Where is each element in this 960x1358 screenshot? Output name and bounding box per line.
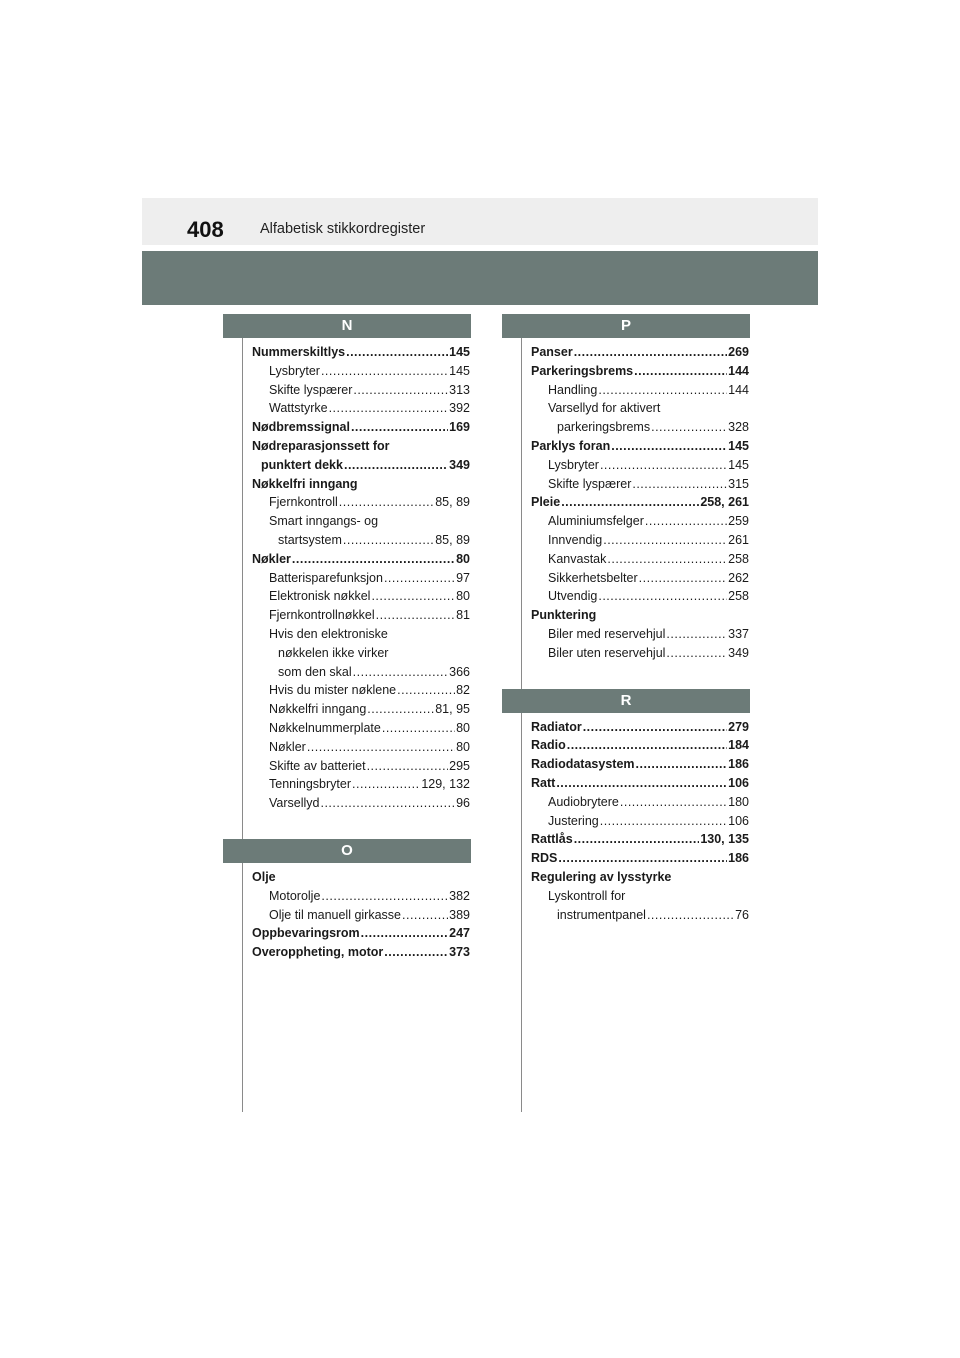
dot-leader: [321, 887, 448, 906]
index-entry: [252, 569, 470, 588]
entry-page-reference: 389: [449, 907, 470, 922]
right-column-rule: [521, 337, 522, 1112]
dot-leader: [329, 399, 449, 418]
index-entry: [531, 587, 749, 606]
index-entry: [531, 625, 749, 644]
entry-page-reference: 144: [728, 382, 749, 397]
index-section-p: [531, 314, 782, 663]
entry-term: Regulering av lysstyrke: [531, 869, 672, 884]
index-entry: [531, 456, 749, 475]
index-entry: [252, 437, 470, 456]
entry-page-reference: 106: [728, 775, 749, 790]
entry-term: Utvendig: [548, 589, 598, 604]
index-entry: [531, 512, 749, 531]
index-entry: [531, 493, 749, 512]
index-entry: [252, 700, 470, 719]
entry-term: Olje til manuell girkasse: [269, 907, 401, 922]
entry-term: Radiodatasystem: [531, 757, 635, 772]
entry-page-reference: 261: [728, 532, 749, 547]
header-bar: [142, 198, 818, 245]
entry-term: Sikkerhetsbelter: [548, 570, 638, 585]
entry-term: Hvis du mister nøklene: [269, 683, 397, 698]
entry-term: instrumentpanel: [557, 907, 646, 922]
entry-term: nøkkelen ikke virker: [278, 645, 389, 660]
entry-page-reference: 269: [728, 345, 749, 359]
entry-term: Rattlås: [531, 832, 573, 847]
dot-leader: [351, 418, 448, 437]
index-entry: [252, 868, 470, 887]
index-entry: [531, 812, 749, 831]
index-entry: [252, 738, 470, 757]
entry-page-reference: 81, 95: [435, 702, 470, 717]
entry-term: Biler med reservehjul: [548, 626, 666, 641]
left-index-column: [252, 314, 503, 988]
dot-leader: [598, 381, 727, 400]
dot-leader: [367, 700, 434, 719]
dot-leader: [343, 531, 434, 550]
index-entry: [252, 924, 470, 943]
index-entry: [531, 399, 749, 418]
entry-term: Kanvastak: [548, 551, 607, 566]
index-entry: [252, 775, 470, 794]
entry-page-reference: 392: [449, 401, 470, 416]
entry-page-reference: 106: [728, 813, 749, 828]
section-letter-heading: O: [223, 839, 471, 863]
entry-page-reference: 81: [456, 608, 470, 623]
dot-leader: [344, 456, 448, 475]
index-section-o: [252, 839, 503, 962]
dot-leader: [574, 830, 700, 849]
entry-term: Lysbryter: [548, 457, 599, 472]
index-entry: [252, 550, 470, 569]
entry-term: Biler uten reservehjul: [548, 645, 666, 660]
index-entry: [252, 362, 470, 381]
dot-leader: [292, 550, 455, 569]
entry-page-reference: 295: [449, 758, 470, 773]
entry-term: Varsellyd for aktivert: [548, 401, 661, 416]
dot-leader: [397, 681, 455, 700]
index-entry: [531, 343, 749, 362]
entry-term: Lysbryter: [269, 363, 320, 378]
index-entry: [531, 830, 749, 849]
index-entry: [252, 512, 470, 531]
entry-term: Punktering: [531, 608, 597, 623]
entry-page-reference: 85, 89: [435, 532, 470, 547]
index-entry: [252, 475, 470, 494]
entry-term: Olje: [252, 869, 276, 884]
dot-leader: [361, 924, 448, 943]
entry-page-reference: 145: [728, 457, 749, 472]
dot-leader: [567, 736, 727, 755]
entry-term: Lyskontroll for: [548, 888, 626, 903]
dot-leader: [558, 849, 727, 868]
index-entry: [252, 943, 470, 962]
dot-leader: [634, 362, 727, 381]
entry-term: Radiator: [531, 719, 582, 734]
dot-leader: [371, 587, 455, 606]
entry-term: Nødreparasjonssett for: [252, 438, 390, 453]
dot-leader: [607, 550, 727, 569]
entry-term: Nøkkelfri inngang: [269, 702, 367, 717]
entry-page-reference: 247: [449, 926, 470, 941]
index-entry: [531, 381, 749, 400]
entry-term: startsystem: [278, 532, 342, 547]
entry-term: Panser: [531, 345, 573, 359]
entry-term: Elektronisk nøkkel: [269, 589, 371, 604]
entry-term: Handling: [548, 382, 598, 397]
entry-page-reference: 279: [728, 719, 749, 734]
dot-leader: [561, 493, 699, 512]
entry-page-reference: 373: [449, 945, 470, 960]
index-entry: [531, 868, 749, 887]
entry-page-reference: 144: [728, 363, 749, 378]
entry-page-reference: 259: [728, 514, 749, 529]
left-column-rule: [242, 337, 243, 1112]
entry-page-reference: 382: [449, 888, 470, 903]
entry-term: parkeringsbrems: [557, 420, 651, 435]
index-entry: [252, 625, 470, 644]
entry-term: Nøkler: [269, 739, 306, 754]
index-entry: [531, 437, 749, 456]
entry-term: Nøkkelfri inngang: [252, 476, 358, 491]
dot-leader: [384, 569, 455, 588]
index-entry: [252, 794, 470, 813]
index-entry: [252, 606, 470, 625]
entry-term: Justering: [548, 813, 599, 828]
entry-term: Nødbremssignal: [252, 420, 350, 435]
index-entry: [531, 418, 749, 437]
dot-leader: [666, 644, 727, 663]
index-entry: [252, 531, 470, 550]
dot-leader: [556, 774, 727, 793]
entry-term: Ratt: [531, 775, 556, 790]
dot-leader: [321, 362, 448, 381]
index-entry: [252, 757, 470, 776]
dot-leader: [574, 343, 727, 362]
index-entry: [252, 399, 470, 418]
index-entry: [531, 849, 749, 868]
entry-term: Skifte av batteriet: [269, 758, 366, 773]
index-section-r: [531, 689, 782, 925]
entry-page-reference: 184: [728, 738, 749, 753]
entry-page-reference: 328: [728, 420, 749, 435]
index-entry: [252, 381, 470, 400]
entry-page-reference: 80: [456, 739, 470, 754]
entry-term: Varsellyd: [269, 796, 320, 811]
dot-leader: [352, 775, 420, 794]
dot-leader: [346, 343, 448, 362]
dot-leader: [307, 738, 455, 757]
dot-leader: [645, 512, 727, 531]
entry-page-reference: 85, 89: [435, 495, 470, 510]
entry-term: Hvis den elektroniske: [269, 626, 388, 641]
entry-term: Innvendig: [548, 532, 603, 547]
entry-term: Nummerskiltlys: [252, 345, 346, 359]
dot-leader: [620, 793, 727, 812]
entry-term: Skifte lyspærer: [548, 476, 632, 491]
index-entry: [252, 719, 470, 738]
entry-page-reference: 80: [456, 720, 470, 735]
index-entry: [252, 663, 470, 682]
dot-leader: [632, 475, 727, 494]
entry-term: Overoppheting, motor: [252, 945, 384, 960]
index-entry: [531, 736, 749, 755]
entry-term: Batterisparefunksjon: [269, 570, 383, 585]
dot-leader: [339, 493, 434, 512]
entry-term: Skifte lyspærer: [269, 382, 353, 397]
index-entry: [531, 906, 749, 925]
entry-page-reference: 145: [449, 345, 470, 359]
entry-term: punktert dekk: [261, 457, 343, 472]
entry-term: Motorolje: [269, 888, 321, 903]
dot-leader: [353, 381, 448, 400]
index-entry: [252, 644, 470, 663]
index-entry: [531, 475, 749, 494]
section-letter-heading: R: [502, 689, 750, 713]
entry-page-reference: 129, 132: [421, 777, 470, 792]
index-entry: [252, 587, 470, 606]
entry-term: som den skal: [278, 664, 352, 679]
entry-page-reference: 145: [728, 438, 749, 453]
entry-page-reference: 315: [728, 476, 749, 491]
dot-leader: [382, 719, 455, 738]
section-letter-heading: P: [502, 314, 750, 338]
index-entry: [531, 362, 749, 381]
entry-page-reference: 349: [728, 645, 749, 660]
page-title: Alfabetisk stikkordregister: [260, 221, 426, 237]
index-entry: [531, 644, 749, 663]
index-entry: [531, 755, 749, 774]
index-section-n: [252, 314, 503, 813]
right-index-column: [531, 314, 782, 950]
entry-page-reference: 82: [456, 683, 470, 698]
index-entry: [252, 343, 470, 362]
entry-term: Audiobrytere: [548, 794, 619, 809]
entry-page-reference: 96: [456, 796, 470, 811]
entry-page-reference: 262: [728, 570, 749, 585]
dot-leader: [666, 625, 727, 644]
entry-page-reference: 349: [449, 457, 470, 472]
dot-leader: [639, 569, 728, 588]
index-entry: [252, 456, 470, 475]
index-entry: [252, 493, 470, 512]
entry-term: RDS: [531, 851, 558, 866]
entry-page-reference: 337: [728, 626, 749, 641]
entry-page-reference: 76: [735, 907, 749, 922]
dot-leader: [384, 943, 448, 962]
dot-leader: [583, 718, 727, 737]
dot-leader: [600, 812, 727, 831]
entry-term: Nøkler: [252, 551, 291, 566]
entry-term: Nøkkelnummerplate: [269, 720, 381, 735]
section-banner: [142, 251, 818, 305]
entry-page-reference: 97: [456, 570, 470, 585]
entry-page-reference: 180: [728, 794, 749, 809]
index-entry: [252, 681, 470, 700]
dot-leader: [611, 437, 727, 456]
entry-page-reference: 186: [728, 851, 749, 866]
index-entry: [252, 906, 470, 925]
section-letter-heading: N: [223, 314, 471, 338]
entry-page-reference: 130, 135: [700, 832, 749, 847]
dot-leader: [376, 606, 456, 625]
dot-leader: [402, 906, 448, 925]
index-entry: [531, 887, 749, 906]
dot-leader: [603, 531, 727, 550]
entry-page-reference: 258, 261: [700, 495, 749, 510]
entry-term: Pleie: [531, 495, 561, 510]
entry-page-reference: 169: [449, 420, 470, 435]
index-entry: [531, 550, 749, 569]
index-entry: [531, 718, 749, 737]
entry-term: Parkeringsbrems: [531, 363, 634, 378]
entry-term: Smart inngangs- og: [269, 514, 379, 529]
page-number: 408: [187, 217, 224, 242]
index-entry: [531, 774, 749, 793]
entry-term: Oppbevaringsrom: [252, 926, 360, 941]
entry-page-reference: 258: [728, 551, 749, 566]
entry-term: Wattstyrke: [269, 401, 328, 416]
entry-page-reference: 80: [456, 551, 470, 566]
entry-term: Fjernkontroll: [269, 495, 338, 510]
entry-term: Fjernkontrollnøkkel: [269, 608, 375, 623]
entry-page-reference: 313: [449, 382, 470, 397]
entry-term: Radio: [531, 738, 566, 753]
dot-leader: [600, 456, 727, 475]
entry-page-reference: 186: [728, 757, 749, 772]
dot-leader: [320, 794, 455, 813]
dot-leader: [647, 906, 734, 925]
index-entry: [531, 793, 749, 812]
entry-term: Aluminiumsfelger: [548, 514, 644, 529]
dot-leader: [651, 418, 727, 437]
entry-page-reference: 366: [449, 664, 470, 679]
index-entry: [252, 887, 470, 906]
index-entry: [531, 531, 749, 550]
entry-page-reference: 80: [456, 589, 470, 604]
entry-term: Parklys foran: [531, 438, 611, 453]
dot-leader: [598, 587, 727, 606]
dot-leader: [353, 663, 448, 682]
index-entry: [531, 569, 749, 588]
entry-page-reference: 145: [449, 363, 470, 378]
dot-leader: [636, 755, 728, 774]
index-entry: [252, 418, 470, 437]
entry-term: Tenningsbryter: [269, 777, 351, 792]
index-entry: [531, 606, 749, 625]
entry-page-reference: 258: [728, 589, 749, 604]
dot-leader: [367, 757, 449, 776]
